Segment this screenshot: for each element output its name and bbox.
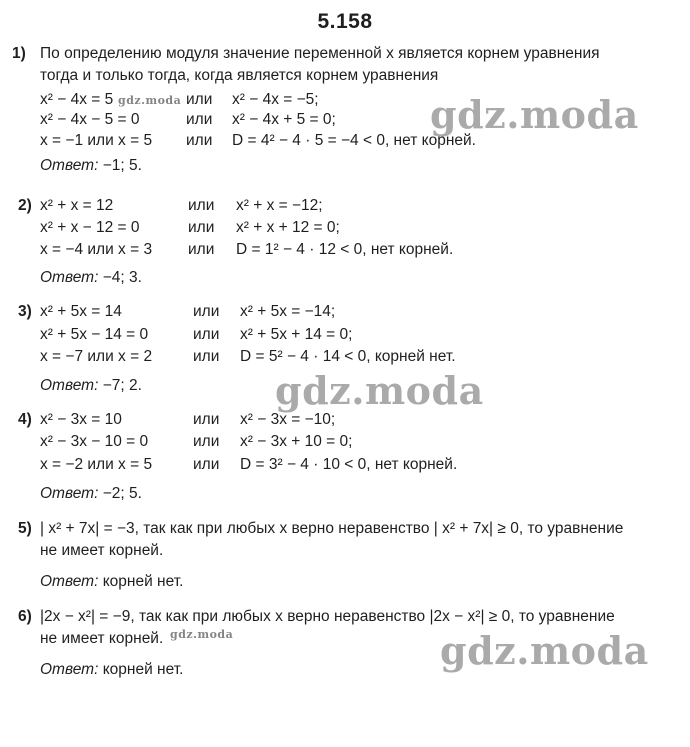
part-2-row-3-or: или [188,241,215,258]
part-4-row-3-right: D = 3² − 4 · 10 < 0, нет корней. [240,456,458,473]
part-2-row-2-left: x² + x − 12 = 0 [40,219,140,236]
part-3-row-3-right: D = 5² − 4 · 14 < 0, корней нет. [240,348,456,365]
part-1-row-2-or: или [186,111,213,128]
watermark-logo: gdz.moda [275,368,484,413]
part-1-row-1-or: или [186,91,213,108]
answer-value: корней нет. [102,661,184,678]
part-4-row-3-or: или [193,456,220,473]
part-6-answer [40,660,183,680]
watermark-small: gdz.moda [118,94,182,107]
part-1-row-2-right: x² − 4x + 5 = 0; [232,111,336,128]
part-4-row-2-or: или [193,433,220,450]
part-3-row-1-or: или [193,303,220,320]
problem-number-title: 5.158 [317,10,373,33]
part-2-row-3-left: x = −4 или x = 3 [40,241,153,258]
part-3-row-3-or: или [193,348,220,365]
watermark-small: gdz.moda [170,628,234,641]
answer-label: Ответ: [40,377,99,394]
part-4-answer [40,484,142,504]
part-1-row-3-left: x = −1 или x = 5 [40,132,153,149]
part-6-number: 6) [18,608,32,625]
answer-label: Ответ: [40,661,99,678]
answer-label: Ответ: [40,573,99,590]
answer-value: −7; 2. [102,377,142,394]
part-1-row-3-right: D = 4² − 4 · 5 = −4 < 0, нет корней. [232,132,476,149]
part-2-row-1-left: x² + x = 12 [40,197,114,214]
part-5-answer [40,572,183,592]
part-1-row-1-left: x² − 4x = 5 [40,91,114,108]
part-4-row-2-left: x² − 3x − 10 = 0 [40,433,149,450]
part-2-row-2-right: x² + x + 12 = 0; [236,219,340,236]
answer-value: корней нет. [102,573,184,590]
part-4-row-3-left: x = −2 или x = 5 [40,456,153,473]
answer-label: Ответ: [40,269,99,286]
part-3-answer [40,376,142,396]
part-2-row-1-right: x² + x = −12; [236,197,323,214]
part-3-row-3-left: x = −7 или x = 2 [40,348,153,365]
part-5-line-2: не имеет корней. [40,542,164,559]
part-2-row-1-or: или [188,197,215,214]
part-1-answer [40,156,142,176]
part-1-number: 1) [12,45,26,62]
part-3-row-1-left: x² + 5x = 14 [40,303,122,320]
part-4-number: 4) [18,411,32,428]
part-2-answer [40,268,142,288]
part-1-row-2-left: x² − 4x − 5 = 0 [40,111,140,128]
part-1-intro-line-1: По определению модуля значение переменной x является корнем уравнения [40,45,600,62]
part-3-row-2-right: x² + 5x + 14 = 0; [240,326,353,343]
part-3-number: 3) [18,303,32,320]
part-4-row-1-right: x² − 3x = −10; [240,411,336,428]
part-2-row-3-right: D = 1² − 4 · 12 < 0, нет корней. [236,241,454,258]
part-1-row-3-or: или [186,132,213,149]
part-4-row-1-left: x² − 3x = 10 [40,411,122,428]
answer-label: Ответ: [40,157,99,174]
answer-label: Ответ: [40,485,99,502]
part-1-row-1-right: x² − 4x = −5; [232,91,319,108]
part-3-row-1-right: x² + 5x = −14; [240,303,336,320]
part-1-intro-line-2: тогда и только тогда, когда является корнем уравнения [40,67,439,84]
part-4-row-1-or: или [193,411,220,428]
part-4-row-2-right: x² − 3x + 10 = 0; [240,433,353,450]
answer-value: −4; 3. [102,269,142,286]
part-3-row-2-or: или [193,326,220,343]
part-6-line-2: не имеет корней. [40,630,164,647]
part-5-line-1: | x² + 7x| = −3, так как при любых x верно неравенство | x² + 7x| ≥ 0, то уравнение [40,520,624,537]
part-2-row-2-or: или [188,219,215,236]
watermark-logo: gdz.moda [440,628,649,673]
part-2-number: 2) [18,197,32,214]
watermark-logo: gdz.moda [430,92,639,137]
part-3-row-2-left: x² + 5x − 14 = 0 [40,326,149,343]
answer-value: −1; 5. [102,157,142,174]
part-6-line-1: |2x − x²| = −9, так как при любых x верно неравенство |2x − x²| ≥ 0, то уравнение [40,608,615,625]
answer-value: −2; 5. [102,485,142,502]
part-5-number: 5) [18,520,32,537]
